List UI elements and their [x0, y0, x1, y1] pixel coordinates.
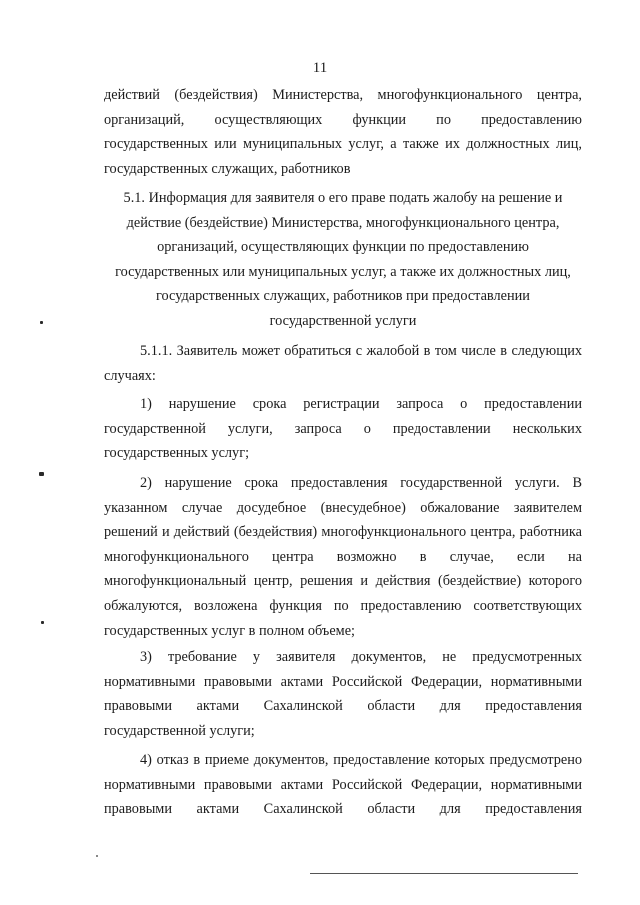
- text-line: случаях:: [104, 367, 156, 384]
- list-item-1: [104, 392, 582, 466]
- text-line: правовыми актами Сахалинской области для предоставления: [104, 801, 582, 818]
- text-line: государственных услуг;: [104, 445, 250, 462]
- footer-rule: [310, 873, 578, 874]
- section-heading: [100, 186, 586, 334]
- text-line: государственных или муниципальных услуг, а также их должностных лиц,: [104, 136, 582, 153]
- text-line: действий (бездействия) Министерства, многофункционального центра,: [104, 87, 582, 103]
- heading-line: организаций, осуществляющих функции по предоставлению: [157, 239, 529, 256]
- text-line: государственных служащих, работников: [104, 160, 351, 177]
- scan-mark: [96, 855, 98, 857]
- text-line: 4) отказ в приеме документов, предоставление которых предусмотрено: [140, 752, 582, 768]
- paragraph-5-1-1: [104, 339, 582, 388]
- text-line: нормативными правовыми актами Российской Федерации, нормативными: [104, 673, 582, 690]
- text-line: организаций, осуществляющих функции по предоставлению: [104, 111, 582, 128]
- heading-line: государственных служащих, работников при предоставлении: [156, 288, 530, 305]
- text-line: государственной услуги;: [104, 722, 255, 739]
- text-line: государственных услуг в полном объеме;: [104, 622, 356, 639]
- text-line: правовыми актами Сахалинской области для предоставления: [104, 698, 582, 715]
- list-item-3: [104, 645, 582, 743]
- scan-mark: [40, 321, 43, 324]
- heading-line: государственных или муниципальных услуг, а также их должностных лиц,: [115, 263, 571, 280]
- text-line: решений и действий (бездействия) многофункционального центра, работника: [104, 524, 582, 541]
- scan-mark: [39, 472, 44, 476]
- page-number: 11: [312, 60, 328, 76]
- text-line: 5.1.1. Заявитель может обратиться с жалобой в том числе в следующих: [140, 343, 582, 359]
- list-item-4: [104, 748, 582, 822]
- text-line: многофункционального центра возможно в случае, если на: [104, 548, 582, 565]
- heading-line: 5.1. Информация для заявителя о его праве подать жалобу на решение и: [123, 190, 563, 206]
- heading-continuation: [104, 83, 582, 181]
- text-line: указанном случае досудебное (внесудебное) обжалование заявителем: [104, 499, 582, 516]
- text-line: нормативными правовыми актами Российской Федерации, нормативными: [104, 776, 582, 793]
- text-line: государственной услуги, запроса о предоставлении нескольких: [104, 420, 582, 437]
- text-line: 1) нарушение срока регистрации запроса о предоставлении: [140, 396, 582, 412]
- list-item-2: [104, 471, 582, 643]
- text-line: обжалуются, возложена функция по предоставлению соответствующих: [104, 597, 582, 614]
- heading-line: действие (бездействие) Министерства, многофункционального центра,: [126, 214, 560, 231]
- scan-mark: [41, 621, 44, 624]
- text-line: 3) требование у заявителя документов, не предусмотренных: [140, 649, 582, 665]
- text-line: 2) нарушение срока предоставления государственной услуги. В: [140, 475, 582, 491]
- heading-line: государственной услуги: [269, 312, 417, 329]
- text-line: многофункциональный центр, решения и действия (бездействие) которого: [104, 573, 582, 590]
